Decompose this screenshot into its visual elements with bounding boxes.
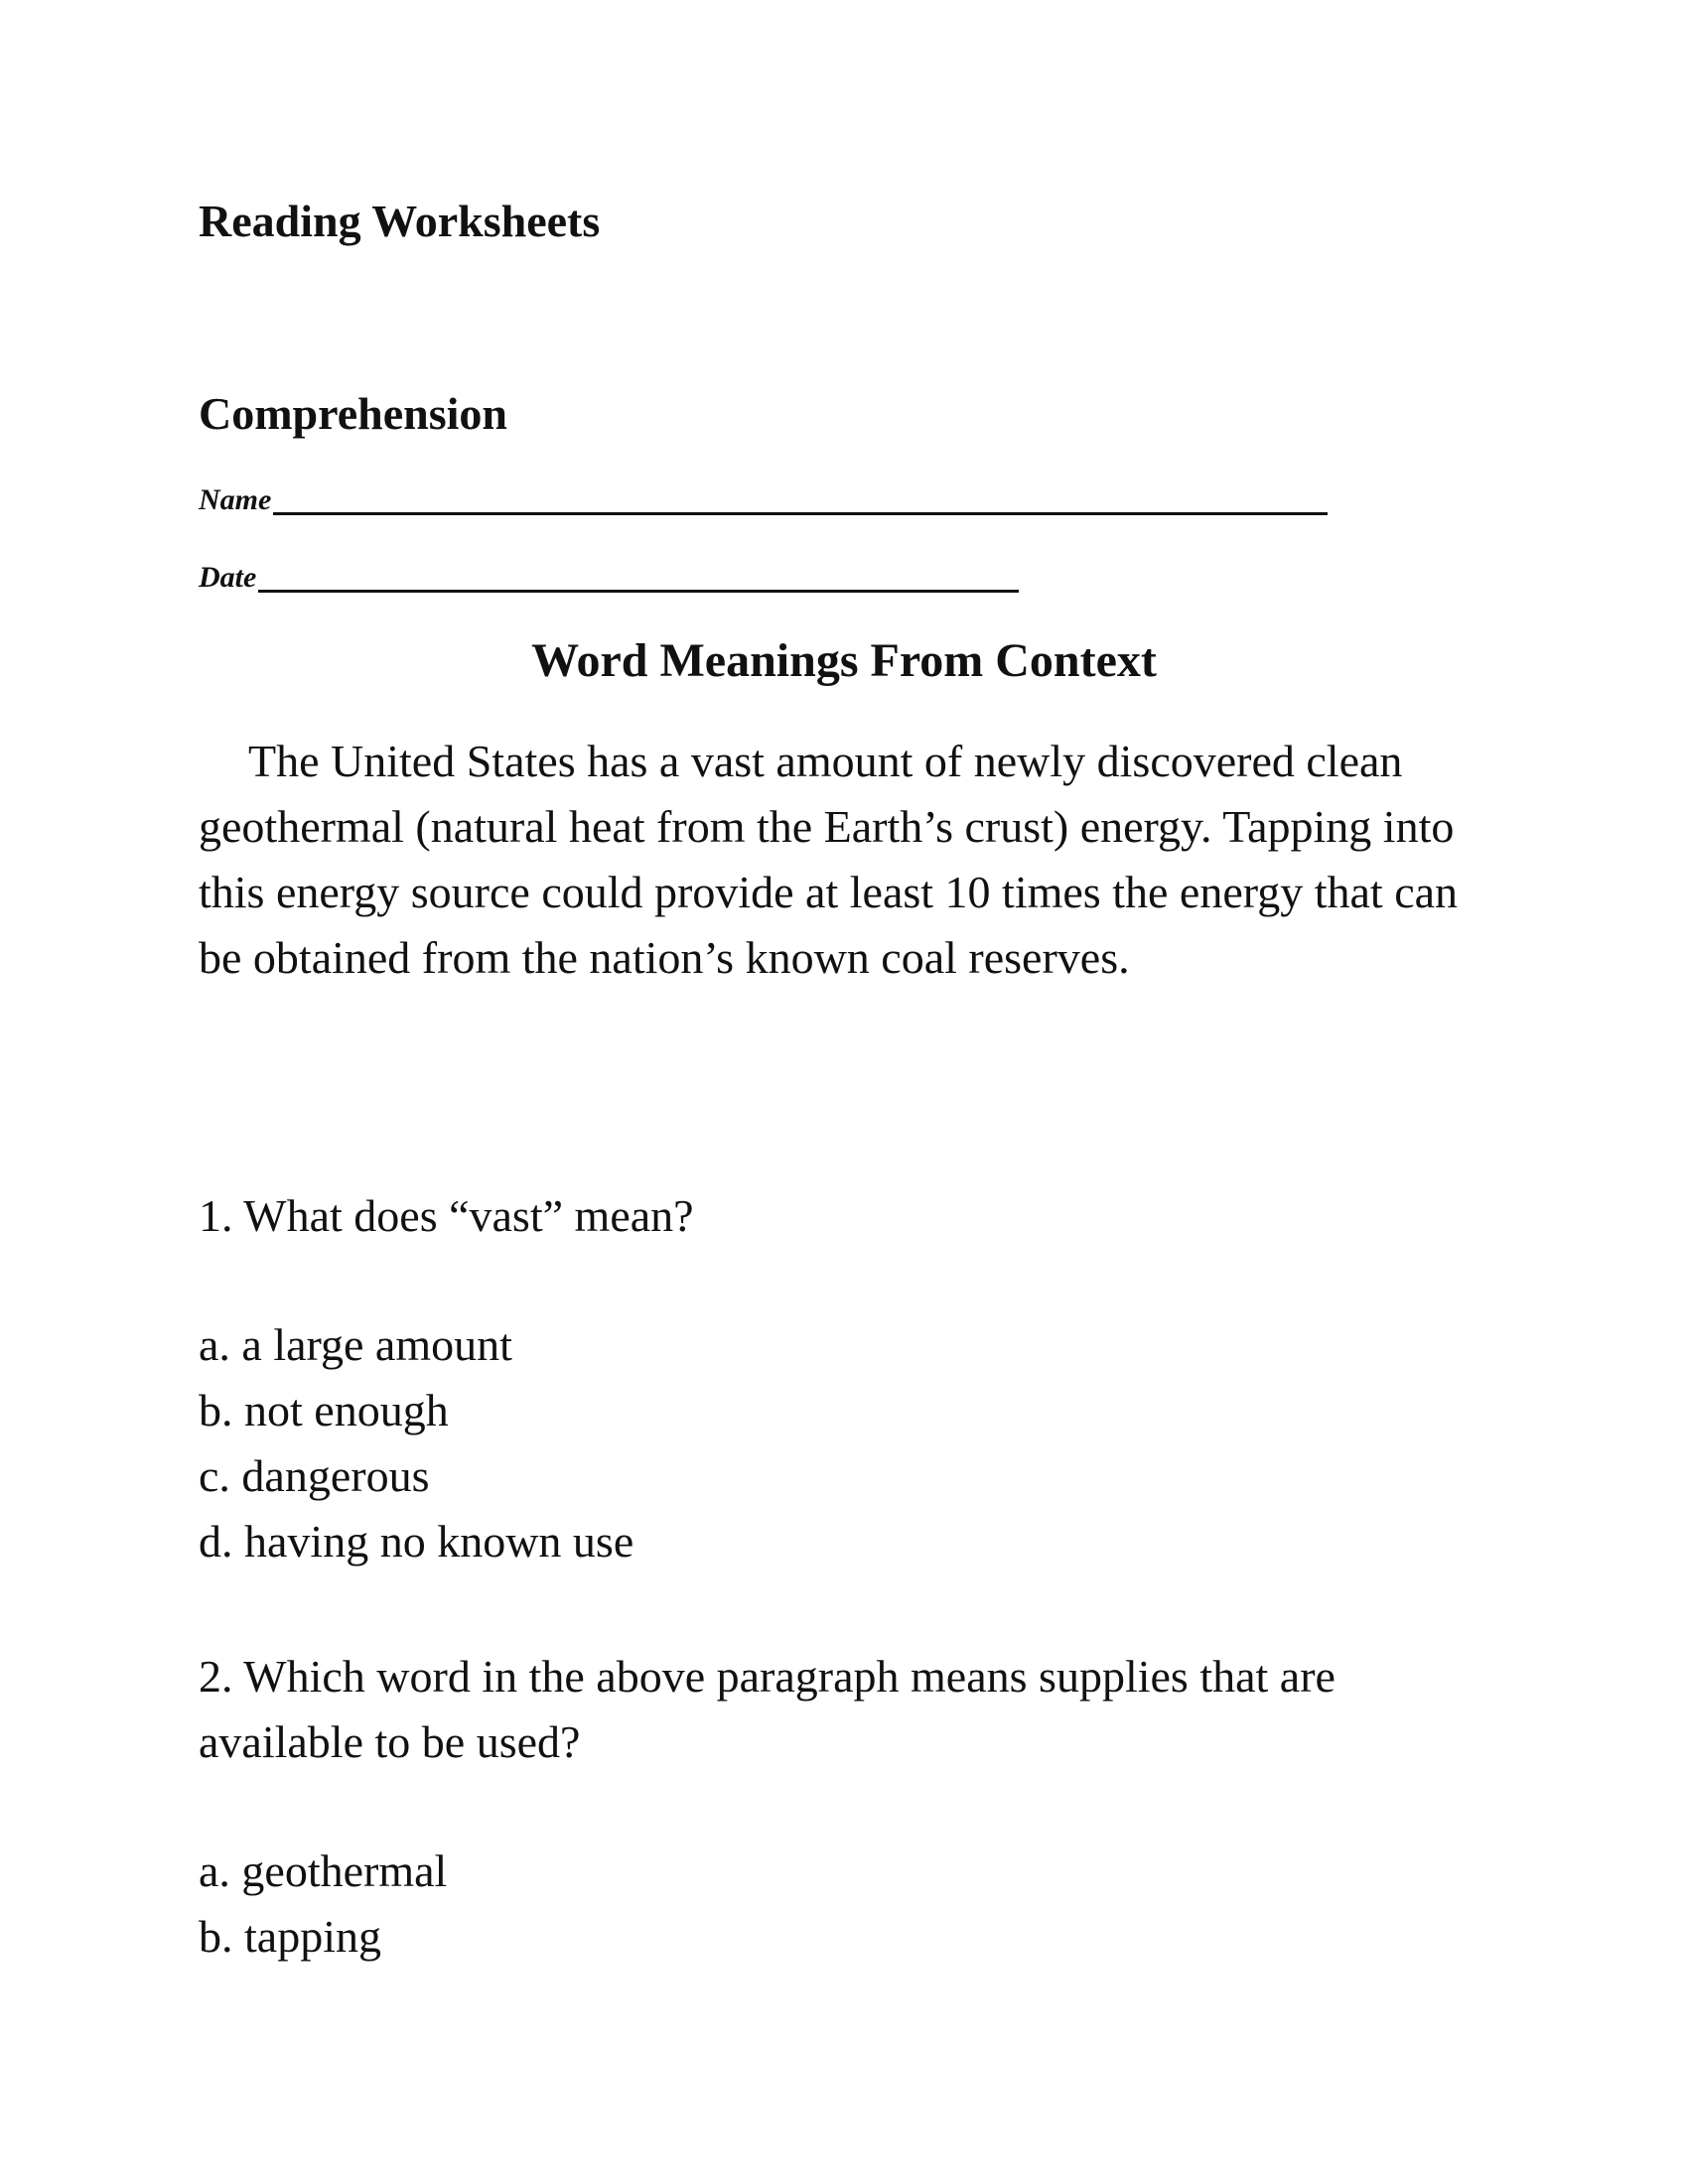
date-label: Date bbox=[199, 561, 257, 594]
answer-option[interactable]: d. having no known use bbox=[199, 1516, 634, 1567]
name-label: Name bbox=[199, 483, 272, 516]
reading-passage: The United States has a vast amount of newly discovered clean geothermal (natural heat from the Earth’s crust) energy. Tapping into this energy source could provide at least 10 times the energy that can be obtained from the nation’s known coal reserves. bbox=[199, 736, 1459, 983]
date-line[interactable] bbox=[258, 562, 1019, 593]
answer-option[interactable]: b. tapping bbox=[199, 1911, 381, 1962]
document-title: Reading Worksheets bbox=[199, 196, 601, 246]
answer-option[interactable]: a. a large amount bbox=[199, 1319, 512, 1370]
answer-option[interactable]: c. dangerous bbox=[199, 1450, 430, 1501]
question-1: 1. What does “vast” mean? bbox=[199, 1190, 694, 1241]
name-line[interactable] bbox=[273, 484, 1328, 515]
question-2: 2. Which word in the above paragraph means supplies that are available to be used? bbox=[199, 1651, 1336, 1767]
section-title: Comprehension bbox=[199, 388, 507, 439]
name-field[interactable] bbox=[199, 484, 1328, 515]
answer-option[interactable]: b. not enough bbox=[199, 1385, 449, 1435]
question-2-options bbox=[199, 1839, 447, 1970]
answer-option[interactable]: a. geothermal bbox=[199, 1845, 448, 1896]
question-1-options bbox=[199, 1312, 633, 1574]
date-field[interactable] bbox=[199, 562, 1019, 593]
worksheet-heading: Word Meanings From Context bbox=[531, 634, 1157, 687]
